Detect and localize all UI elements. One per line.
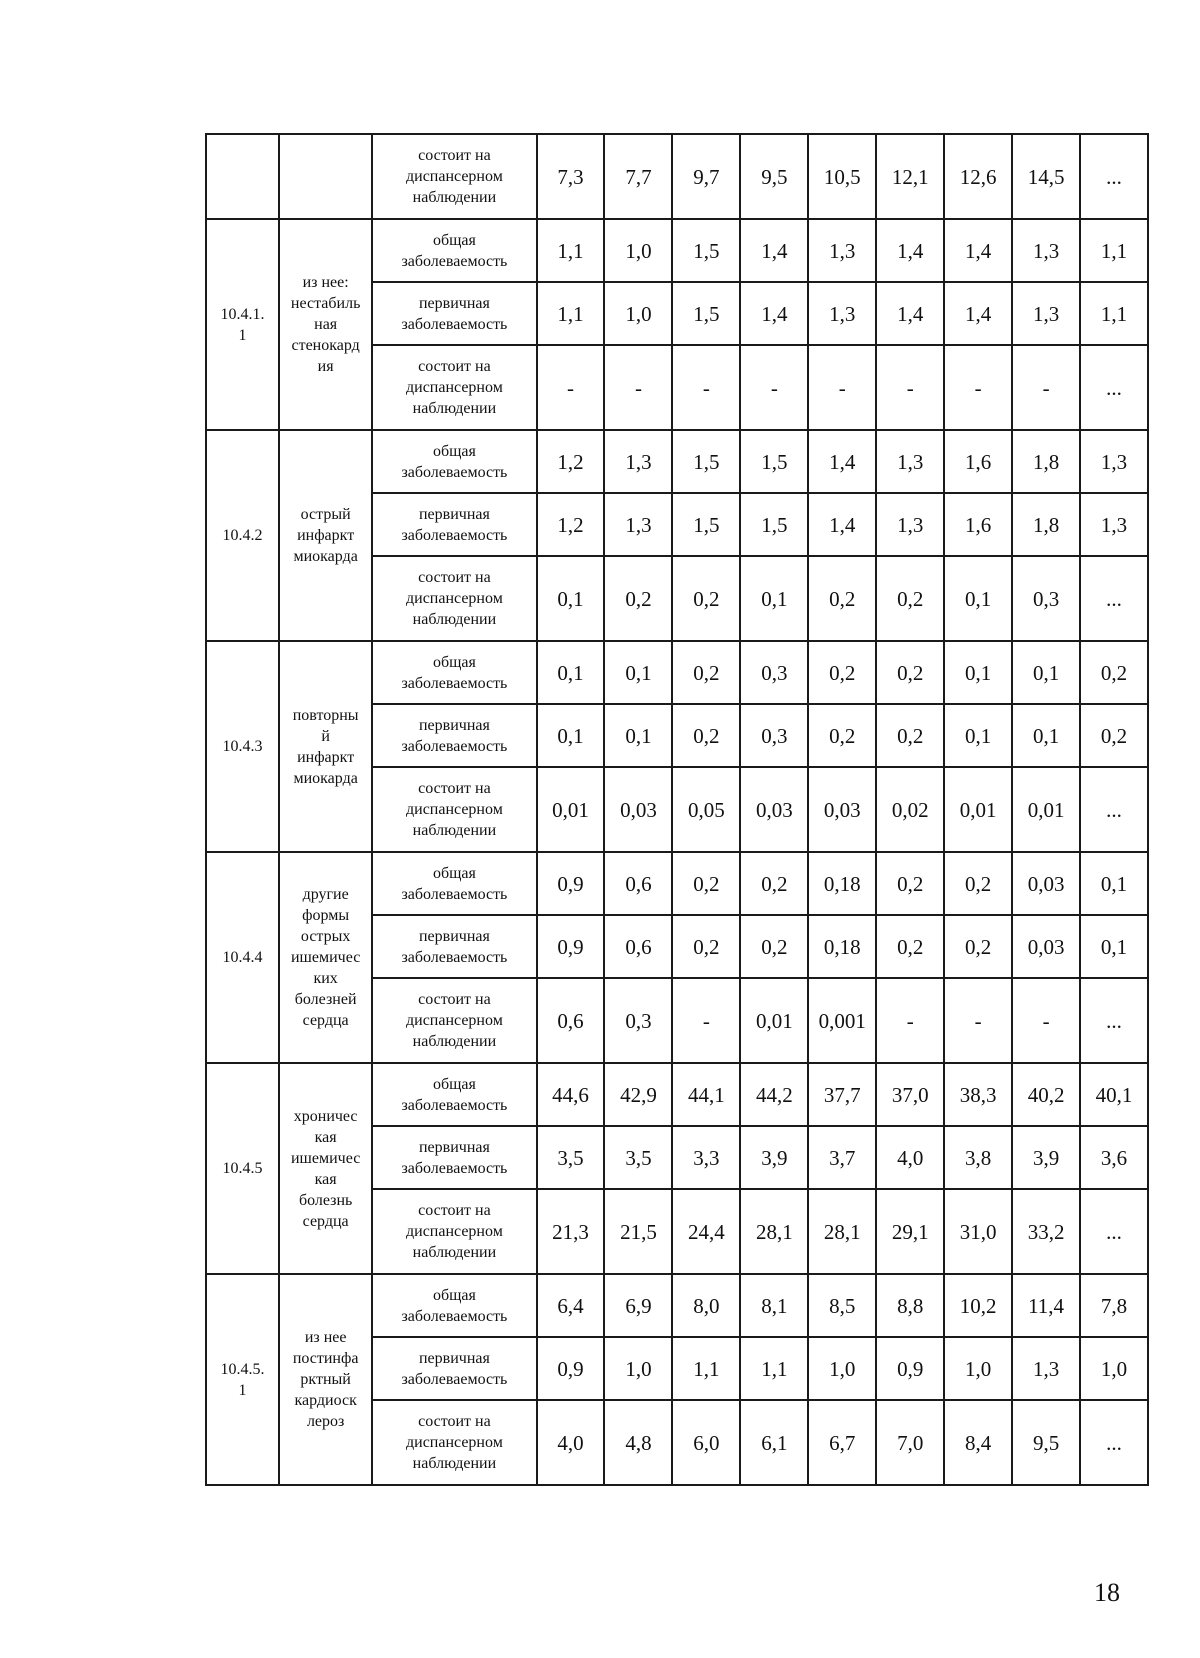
row-code: [206, 641, 279, 852]
value-cell: 8,1: [740, 1274, 808, 1337]
value-cell: 6,4: [537, 1274, 605, 1337]
value-cell: 1,0: [604, 282, 672, 345]
value-cell: 6,0: [672, 1400, 740, 1485]
value-cell: 44,6: [537, 1063, 605, 1126]
table-body: [206, 134, 1148, 1485]
metric-label: [372, 134, 536, 219]
value-cell: 3,5: [537, 1126, 605, 1189]
disease-name: [279, 134, 372, 219]
value-cell: 0,2: [876, 641, 944, 704]
value-cell: 7,8: [1080, 1274, 1148, 1337]
value-cell: 10,5: [808, 134, 876, 219]
value-cell: 0,1: [1012, 704, 1080, 767]
value-cell: 0,2: [672, 556, 740, 641]
disease-name: [279, 641, 372, 852]
value-cell: 0,2: [672, 915, 740, 978]
value-cell: 1,0: [604, 1337, 672, 1400]
value-cell: 0,2: [876, 704, 944, 767]
value-cell: 1,6: [944, 430, 1012, 493]
value-cell: 6,1: [740, 1400, 808, 1485]
value-cell: 1,1: [740, 1337, 808, 1400]
value-cell: 0,03: [740, 767, 808, 852]
value-cell: 1,3: [808, 219, 876, 282]
value-cell: 0,01: [740, 978, 808, 1063]
value-cell: 0,1: [604, 704, 672, 767]
value-cell: 1,5: [740, 430, 808, 493]
value-cell: 3,8: [944, 1126, 1012, 1189]
value-cell: 1,4: [740, 282, 808, 345]
value-cell: 1,3: [1012, 219, 1080, 282]
value-cell: -: [876, 978, 944, 1063]
value-cell: 1,0: [604, 219, 672, 282]
row-code-text: 10.4.3: [222, 738, 263, 755]
value-cell: 37,7: [808, 1063, 876, 1126]
value-cell: 0,2: [740, 852, 808, 915]
value-cell: 1,3: [876, 493, 944, 556]
value-cell: 44,1: [672, 1063, 740, 1126]
value-cell: 0,2: [808, 641, 876, 704]
value-cell: -: [1012, 345, 1080, 430]
disease-name: [279, 1274, 372, 1485]
value-cell: 1,3: [1080, 493, 1148, 556]
metric-label-text: состоит на диспансерном наблюдении: [406, 569, 503, 628]
value-cell: -: [944, 345, 1012, 430]
metric-label-text: общая заболеваемость: [401, 1286, 508, 1325]
value-cell: 21,3: [537, 1189, 605, 1274]
value-cell: 1,4: [808, 493, 876, 556]
value-cell: ...: [1080, 134, 1148, 219]
value-cell: 33,2: [1012, 1189, 1080, 1274]
metric-label-text: первичная заболеваемость: [401, 505, 508, 544]
value-cell: 42,9: [604, 1063, 672, 1126]
value-cell: 0,1: [604, 641, 672, 704]
value-cell: 12,1: [876, 134, 944, 219]
value-cell: 0,2: [876, 556, 944, 641]
table-row: [206, 430, 1148, 493]
value-cell: 4,0: [876, 1126, 944, 1189]
value-cell: -: [808, 345, 876, 430]
row-code-text: 10.4.5. 1: [220, 1360, 265, 1399]
value-cell: 1,1: [537, 219, 605, 282]
value-cell: 3,5: [604, 1126, 672, 1189]
disease-name-text: другие формы острых ишемичес ких болезней сердца: [290, 886, 361, 1029]
value-cell: 1,3: [876, 430, 944, 493]
value-cell: 1,1: [1080, 219, 1148, 282]
metric-label: [372, 704, 536, 767]
metric-label: [372, 641, 536, 704]
value-cell: 0,2: [672, 852, 740, 915]
value-cell: 7,0: [876, 1400, 944, 1485]
row-code: [206, 1063, 279, 1274]
value-cell: ...: [1080, 1400, 1148, 1485]
metric-label: [372, 978, 536, 1063]
value-cell: 1,3: [604, 493, 672, 556]
metric-label: [372, 345, 536, 430]
value-cell: 0,01: [537, 767, 605, 852]
metric-label-text: состоит на диспансерном наблюдении: [406, 991, 503, 1050]
value-cell: -: [672, 345, 740, 430]
value-cell: 8,5: [808, 1274, 876, 1337]
value-cell: 1,6: [944, 493, 1012, 556]
value-cell: ...: [1080, 1189, 1148, 1274]
metric-label-text: первичная заболеваемость: [401, 1138, 508, 1177]
value-cell: 0,03: [1012, 852, 1080, 915]
value-cell: 14,5: [1012, 134, 1080, 219]
value-cell: 0,2: [876, 915, 944, 978]
value-cell: 1,5: [672, 282, 740, 345]
value-cell: 28,1: [740, 1189, 808, 1274]
value-cell: 9,7: [672, 134, 740, 219]
value-cell: 0,1: [1080, 852, 1148, 915]
value-cell: 0,9: [876, 1337, 944, 1400]
value-cell: 1,4: [944, 219, 1012, 282]
value-cell: 1,5: [672, 430, 740, 493]
metric-label: [372, 282, 536, 345]
metric-label-text: состоит на диспансерном наблюдении: [406, 1202, 503, 1261]
value-cell: 0,05: [672, 767, 740, 852]
value-cell: 40,2: [1012, 1063, 1080, 1126]
value-cell: ...: [1080, 767, 1148, 852]
value-cell: 0,2: [944, 852, 1012, 915]
metric-label-text: состоит на диспансерном наблюдении: [406, 780, 503, 839]
metric-label: [372, 852, 536, 915]
disease-name-text: из нее: нестабиль ная стенокард ия: [290, 274, 361, 375]
value-cell: 0,2: [944, 915, 1012, 978]
metric-label: [372, 1337, 536, 1400]
value-cell: 29,1: [876, 1189, 944, 1274]
metric-label-text: первичная заболеваемость: [401, 294, 508, 333]
metric-label: [372, 556, 536, 641]
disease-name-text: повторны й инфаркт миокарда: [292, 706, 359, 787]
disease-name: [279, 430, 372, 641]
value-cell: 1,5: [672, 219, 740, 282]
value-cell: -: [944, 978, 1012, 1063]
value-cell: 37,0: [876, 1063, 944, 1126]
disease-name: [279, 852, 372, 1063]
value-cell: 1,4: [740, 219, 808, 282]
value-cell: 3,9: [1012, 1126, 1080, 1189]
value-cell: 3,6: [1080, 1126, 1148, 1189]
value-cell: 0,18: [808, 852, 876, 915]
value-cell: 0,2: [808, 556, 876, 641]
row-code: [206, 1274, 279, 1485]
value-cell: 0,2: [672, 641, 740, 704]
metric-label: [372, 1274, 536, 1337]
metric-label-text: первичная заболеваемость: [401, 716, 508, 755]
value-cell: 1,1: [537, 282, 605, 345]
disease-name: [279, 219, 372, 430]
value-cell: 0,2: [672, 704, 740, 767]
metric-label-text: состоит на диспансерном наблюдении: [406, 358, 503, 417]
value-cell: ...: [1080, 556, 1148, 641]
row-code: [206, 430, 279, 641]
value-cell: 1,3: [604, 430, 672, 493]
value-cell: 0,03: [604, 767, 672, 852]
metric-label-text: состоит на диспансерном наблюдении: [406, 147, 503, 206]
value-cell: 0,3: [604, 978, 672, 1063]
disease-name-text: из нее постинфа рктный кардиоск лероз: [292, 1329, 359, 1430]
value-cell: 0,9: [537, 852, 605, 915]
row-code-text: 10.4.5: [222, 1160, 263, 1177]
value-cell: 3,9: [740, 1126, 808, 1189]
value-cell: 0,9: [537, 1337, 605, 1400]
metric-label: [372, 767, 536, 852]
value-cell: 6,9: [604, 1274, 672, 1337]
table-row: [206, 852, 1148, 915]
value-cell: 11,4: [1012, 1274, 1080, 1337]
row-code-text: 10.4.1. 1: [220, 305, 265, 344]
metric-label: [372, 430, 536, 493]
row-code: [206, 852, 279, 1063]
value-cell: 0,03: [1012, 915, 1080, 978]
value-cell: 40,1: [1080, 1063, 1148, 1126]
value-cell: 1,1: [1080, 282, 1148, 345]
value-cell: 0,9: [537, 915, 605, 978]
value-cell: 1,0: [944, 1337, 1012, 1400]
value-cell: 7,7: [604, 134, 672, 219]
metric-label: [372, 1400, 536, 1485]
value-cell: 0,01: [944, 767, 1012, 852]
metric-label: [372, 219, 536, 282]
value-cell: 1,4: [808, 430, 876, 493]
metric-label-text: общая заболеваемость: [401, 231, 508, 270]
disease-name: [279, 1063, 372, 1274]
value-cell: 28,1: [808, 1189, 876, 1274]
value-cell: 1,3: [1012, 1337, 1080, 1400]
value-cell: 0,02: [876, 767, 944, 852]
value-cell: 1,4: [876, 282, 944, 345]
value-cell: -: [604, 345, 672, 430]
value-cell: 0,2: [1080, 641, 1148, 704]
value-cell: 0,6: [537, 978, 605, 1063]
value-cell: 0,3: [740, 704, 808, 767]
value-cell: 1,5: [740, 493, 808, 556]
value-cell: 1,0: [1080, 1337, 1148, 1400]
value-cell: 1,8: [1012, 493, 1080, 556]
value-cell: 44,2: [740, 1063, 808, 1126]
value-cell: 4,8: [604, 1400, 672, 1485]
value-cell: 1,2: [537, 430, 605, 493]
value-cell: -: [1012, 978, 1080, 1063]
value-cell: 0,6: [604, 852, 672, 915]
value-cell: 0,01: [1012, 767, 1080, 852]
value-cell: 12,6: [944, 134, 1012, 219]
row-code-text: 10.4.2: [222, 527, 263, 544]
metric-label-text: первичная заболеваемость: [401, 927, 508, 966]
metric-label-text: состоит на диспансерном наблюдении: [406, 1413, 503, 1472]
value-cell: 0,1: [537, 641, 605, 704]
value-cell: 0,1: [944, 641, 1012, 704]
value-cell: 0,6: [604, 915, 672, 978]
table-row: [206, 134, 1148, 219]
value-cell: 21,5: [604, 1189, 672, 1274]
metric-label-text: общая заболеваемость: [401, 1075, 508, 1114]
row-code: [206, 134, 279, 219]
value-cell: 1,8: [1012, 430, 1080, 493]
value-cell: 8,4: [944, 1400, 1012, 1485]
value-cell: 0,1: [944, 556, 1012, 641]
page-number: 18: [1094, 1578, 1120, 1607]
disease-name-text: хроничес кая ишемичес кая болезнь сердца: [290, 1107, 361, 1230]
value-cell: 0,3: [1012, 556, 1080, 641]
value-cell: 0,3: [740, 641, 808, 704]
statistics-table: [205, 133, 1149, 1486]
value-cell: -: [537, 345, 605, 430]
value-cell: 31,0: [944, 1189, 1012, 1274]
value-cell: 0,1: [537, 556, 605, 641]
value-cell: 6,7: [808, 1400, 876, 1485]
metric-label: [372, 1063, 536, 1126]
value-cell: 38,3: [944, 1063, 1012, 1126]
table-row: [206, 219, 1148, 282]
value-cell: 8,8: [876, 1274, 944, 1337]
value-cell: 1,3: [808, 282, 876, 345]
value-cell: 0,1: [740, 556, 808, 641]
value-cell: 1,4: [876, 219, 944, 282]
value-cell: 9,5: [740, 134, 808, 219]
value-cell: 24,4: [672, 1189, 740, 1274]
value-cell: ...: [1080, 345, 1148, 430]
metric-label: [372, 1189, 536, 1274]
value-cell: -: [672, 978, 740, 1063]
value-cell: 0,001: [808, 978, 876, 1063]
value-cell: 1,0: [808, 1337, 876, 1400]
value-cell: 0,1: [1012, 641, 1080, 704]
value-cell: 0,2: [876, 852, 944, 915]
value-cell: 8,0: [672, 1274, 740, 1337]
value-cell: 7,3: [537, 134, 605, 219]
disease-name-text: острый инфаркт миокарда: [293, 506, 358, 565]
metric-label: [372, 915, 536, 978]
table-row: [206, 641, 1148, 704]
value-cell: 0,2: [808, 704, 876, 767]
metric-label-text: общая заболеваемость: [401, 864, 508, 903]
value-cell: 10,2: [944, 1274, 1012, 1337]
metric-label: [372, 1126, 536, 1189]
value-cell: 0,18: [808, 915, 876, 978]
value-cell: 1,3: [1080, 430, 1148, 493]
value-cell: 0,03: [808, 767, 876, 852]
value-cell: 0,1: [944, 704, 1012, 767]
value-cell: 1,3: [1012, 282, 1080, 345]
value-cell: 9,5: [1012, 1400, 1080, 1485]
value-cell: 0,2: [604, 556, 672, 641]
value-cell: ...: [1080, 978, 1148, 1063]
value-cell: 0,1: [537, 704, 605, 767]
row-code: [206, 219, 279, 430]
value-cell: -: [876, 345, 944, 430]
metric-label-text: первичная заболеваемость: [401, 1349, 508, 1388]
row-code-text: 10.4.4: [222, 949, 263, 966]
table-row: [206, 1063, 1148, 1126]
value-cell: 0,1: [1080, 915, 1148, 978]
value-cell: 3,7: [808, 1126, 876, 1189]
metric-label-text: общая заболеваемость: [401, 653, 508, 692]
metric-label-text: общая заболеваемость: [401, 442, 508, 481]
value-cell: 0,2: [740, 915, 808, 978]
value-cell: 1,5: [672, 493, 740, 556]
table-row: [206, 1274, 1148, 1337]
value-cell: 0,2: [1080, 704, 1148, 767]
value-cell: 4,0: [537, 1400, 605, 1485]
value-cell: 1,2: [537, 493, 605, 556]
value-cell: 3,3: [672, 1126, 740, 1189]
value-cell: 1,4: [944, 282, 1012, 345]
value-cell: 1,1: [672, 1337, 740, 1400]
metric-label: [372, 493, 536, 556]
value-cell: -: [740, 345, 808, 430]
